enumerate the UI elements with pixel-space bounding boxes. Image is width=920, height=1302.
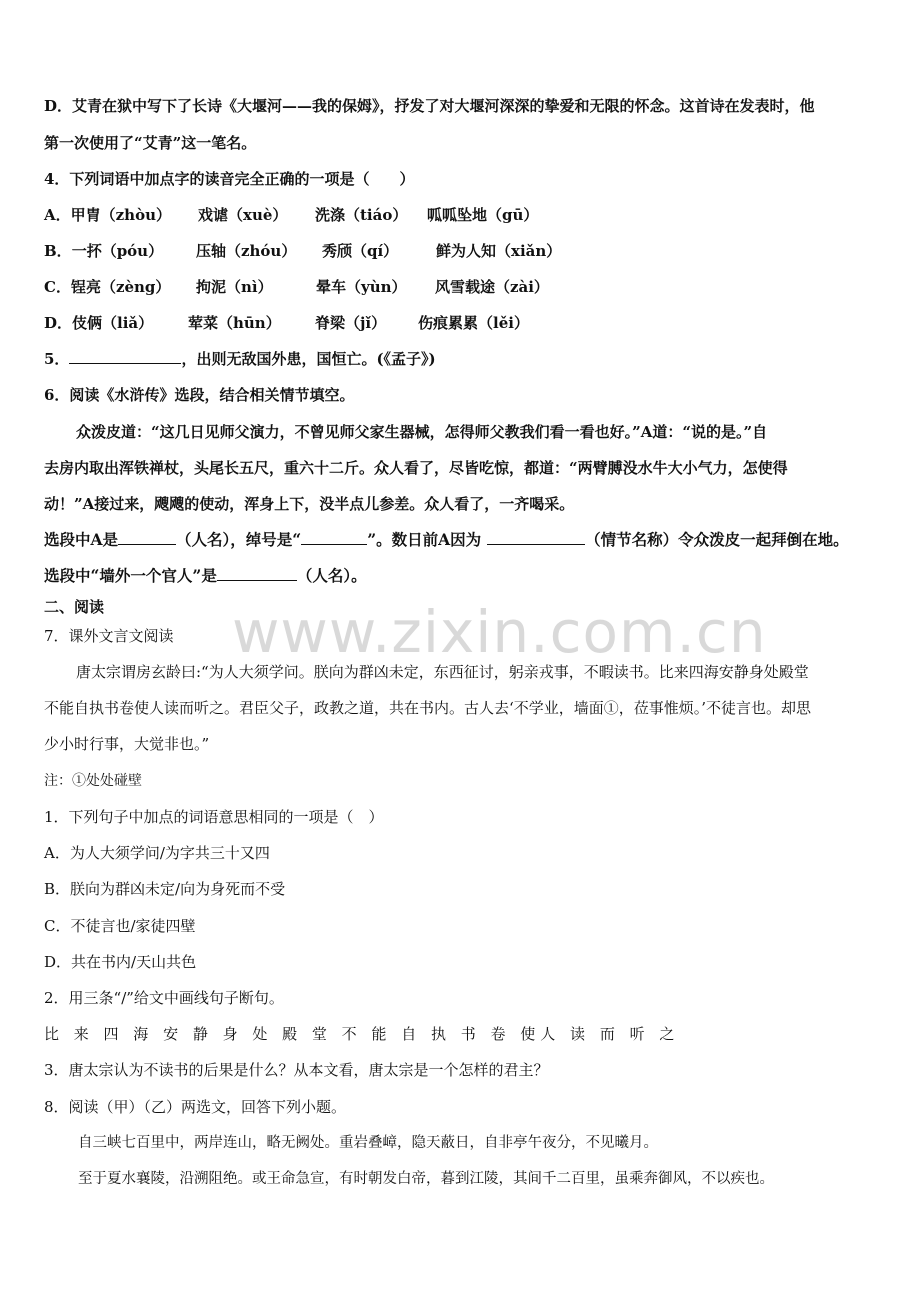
q7-sub1-option-c: C．不徒言也/家徒四壁 [44,917,196,935]
q7-sub1-option-a: A．为人大须学问/为字共三十又四 [44,844,270,862]
q4-stem: 4．下列词语中加点字的读音完全正确的一项是（ ） [44,170,415,188]
q4-option-a [44,205,890,225]
q6-fill-text: ”。数日前A因为 [367,530,482,549]
q6-blank-name[interactable] [118,530,176,545]
q4-item: 晕车（yùn） [316,278,407,296]
q6-blank-plot[interactable] [487,530,585,545]
q7-sub1-stem: 1．下列句子中加点的词语意思相同的一项是（ ） [44,808,384,826]
q4-item: 风雪载途（zài） [435,278,549,296]
q4-item: 脊梁（jǐ） [315,314,387,332]
section-heading: 二、阅读 [44,598,105,616]
q7-sub2-sentence: 比 来 四 海 安 静 身 处 殿 堂 不 能 自 执 书 卷 使人 读 而 听 之 [44,1025,680,1043]
q8-passage-line2: 至于夏水襄陵，沿溯阻绝。或王命急宣，有时朝发白帝，暮到江陵，其间千二百里，虽乘奔御风，不以疾也。 [78,1171,774,1187]
q6-fill-text: （人名），绰号是“ [176,530,302,549]
q6-stem: 6．阅读《水浒传》选段，结合相关情节填空。 [44,386,355,404]
q6-fill-text: 选段中A是 [44,530,119,549]
q6-blank-official[interactable] [217,566,297,581]
watermark: www.zixin.com.cn [232,598,767,666]
q4-item: 鲜为人知（xiǎn） [436,242,562,260]
q6-passage-line2: 去房内取出浑铁禅杖，头尾长五尺，重六十二斤。众人看了，尽皆吃惊，都道：“两臂膊没水牛大小气力，怎使得 [44,459,788,477]
q7-sub2-stem: 2．用三条“/”给文中画线句子断句。 [44,989,284,1007]
q4-option-label: D． [44,314,73,332]
q7-passage-line1: 唐太宗谓房玄龄曰:“为人大须学问。朕向为群凶未定，东西征讨，躬亲戎事，不暇读书。比来四海安静身处殿堂 [76,663,809,681]
q6-fill1 [44,530,890,550]
q8-passage-line1: 自三峡七百里中，两岸连山，略无阙处。重岩叠嶂，隐天蔽日，自非亭午夜分，不见曦月。 [78,1135,658,1151]
q7-sub3: 3．唐太宗认为不读书的后果是什么？从本文看，唐太宗是一个怎样的君主？ [44,1061,549,1079]
q5-suffix: ，出则无敌国外患，国恒亡。(《孟子》) [181,350,436,368]
q4-item: 一抔（póu） [71,242,164,260]
q4-option-label: B． [44,242,72,260]
q4-item: 拘泥（nì） [196,278,273,296]
q4-item: 呱呱坠地（gū） [427,206,539,224]
q6-passage-line3: 动！”A接过来，飕飕的使动，浑身上下，没半点儿参差。众人看了，一齐喝采。 [44,495,575,513]
q4-item: 洗涤（tiáo） [315,206,408,224]
q7-passage-line3: 少小时行事，大觉非也。” [44,735,210,753]
q5-line [44,349,890,369]
q6-passage-line1: 众泼皮道：“这几日见师父演力，不曾见师父家生器械，怎得师父教我们看一看也好。”A道：“说的是。”自 [76,423,768,441]
q3-option-d-line2: 第一次使用了“艾青”这一笔名。 [44,134,257,152]
q3-option-d-line1: D．艾青在狱中写下了长诗《大堰河——我的保姆》，抒发了对大堰河深深的挚爱和无限的怀念。这首诗在发表时，他 [44,97,815,115]
q5-blank[interactable] [69,349,181,364]
q6-fill-text: （人名）。 [296,566,367,585]
q4-item: 甲胄（zhòu） [70,206,171,224]
q4-item: 锃亮（zèng） [70,278,171,296]
q4-item: 荤菜（hūn） [188,314,281,332]
q6-fill-text: 选段中“墙外一个官人”是 [44,566,217,585]
q8-stem: 8．阅读（甲）（乙）两选文，回答下列小题。 [44,1098,347,1116]
q7-note: 注：①处处碰壁 [44,773,142,789]
q6-blank-nickname[interactable] [301,530,367,545]
q4-item: 伤痕累累（lěi） [418,314,529,332]
q4-option-label: A． [44,206,71,224]
q4-option-label: C． [44,278,71,296]
q4-item: 压轴（zhóu） [196,242,297,260]
q4-item: 戏谑（xuè） [198,206,288,224]
q4-option-d [44,313,890,333]
q5-prefix: 5． [44,350,70,368]
q7-sub1-option-b: B．朕向为群凶未定/向为身死而不受 [44,880,286,898]
q4-option-b [44,241,890,261]
q4-item: 秀颀（qí） [322,242,399,260]
q4-option-c [44,277,890,297]
q7-stem: 7．课外文言文阅读 [44,627,174,645]
q7-passage-line2: 不能自执书卷使人读而听之。君臣父子，政教之道，共在书内。古人去‘不学业，墙面①，莅事惟烦。’不徒言也。却思 [44,699,812,717]
q6-fill2 [44,566,890,586]
q4-item: 伎俩（liǎ） [72,314,154,332]
q7-sub1-option-d: D．共在书内/天山共色 [44,953,197,971]
q6-fill-text: （情节名称）令众泼皮一起拜倒在地。 [585,530,849,549]
